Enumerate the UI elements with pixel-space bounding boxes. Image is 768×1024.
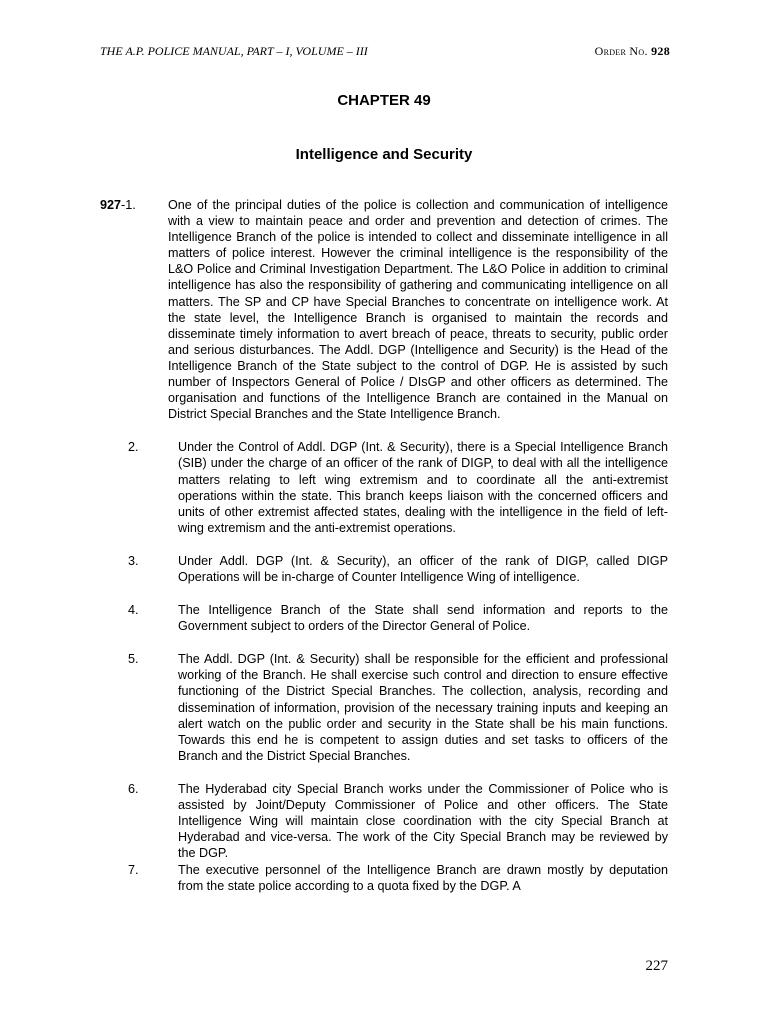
paragraph-5 bbox=[100, 651, 668, 764]
paragraph-6 bbox=[100, 781, 668, 861]
chapter-body bbox=[100, 197, 668, 912]
paragraph-text: The Intelligence Branch of the State shall send information and reports to the Government subject to orders of the Director General of Police. bbox=[178, 603, 668, 634]
order-value: 928 bbox=[651, 44, 670, 58]
order-para-number: 927 bbox=[100, 198, 122, 212]
paragraph-number: 7. bbox=[128, 863, 139, 878]
paragraph-number: 4. bbox=[128, 603, 139, 618]
paragraph-3 bbox=[100, 553, 668, 585]
chapter-title: CHAPTER 49 bbox=[337, 92, 431, 109]
paragraph-text: The Addl. DGP (Int. & Security) shall be responsible for the efficient and professional working of the Branch. He shall exercise such control and direction to ensure effective functioning of the District Special Branches. The collection, analysis, recording and dissemination of information, provision of the necessary training inputs and keeping an alert watch on the public order and security in the State shall be his main functions. Towards this end he is competent to assign duties and set tasks to officers of the Branch and the District Special Branches. bbox=[178, 652, 668, 763]
sub-para-number: -1. bbox=[121, 198, 136, 212]
paragraph-text: The Hyderabad city Special Branch works under the Commissioner of Police who is assisted by Joint/Deputy Commissioner of Police and other officers. The State Intelligence Wing will maintain close coordination with the city Special Branch at Hyderabad and vice-versa. The work of the City Special Branch may be reviewed by the DGP. bbox=[178, 781, 668, 861]
paragraph-927-1 bbox=[100, 197, 668, 422]
paragraph-number bbox=[100, 197, 168, 422]
paragraph-text: One of the principal duties of the police is collection and communication of intelligence with a view to maintain peace and order and prevention and detection of crimes. The Intelligence Branch of the police is intended to collect and disseminate intelligence in all matters of police interest. However the criminal intelligence is the responsibility of the L&O Police and Criminal Investigation Department. The L&O Police in addition to criminal intelligence has also the responsibility of gathering and communicating intelligence on all matters. The SP and CP have Special Branches to concentrate on intelligence work. At the state level, the Intelligence Branch is organised to maintain the records and disseminate timely information to avert breach of peace, threats to security, public order and serious disturbances. The Addl. DGP (Intelligence and Security) is the Head of the Intelligence Branch of the State subject to the control of DGP. He is assisted by such number of Inspectors General of Police / DIsGP and other officers as determined. The organisation and functions of the Intelligence Branch are contained in the Manual on District Special Branches and the State Intelligence Branch. bbox=[168, 198, 668, 422]
paragraph-7 bbox=[100, 862, 668, 894]
paragraph-text: Under Addl. DGP (Int. & Security), an officer of the rank of DIGP, called DIGP Operations will be in-charge of Counter Intelligence Wing of intelligence. bbox=[178, 553, 668, 584]
paragraph-number: 2. bbox=[128, 440, 139, 455]
paragraph-text: Under the Control of Addl. DGP (Int. & Security), there is a Special Intelligence Branch (SIB) under the charge of an officer of the rank of DIGP, to deal with all the intelligence matters relating to left wing extremism and to coordinate all the anti-extremist operations within the state. This branch keeps liaison with the concerned officers and units of other extremist affected states, dealing with the intelligence in the field of left-wing extremism and the anti-extremist operations. bbox=[178, 440, 668, 535]
order-label: Order No. bbox=[594, 44, 648, 58]
paragraph-text: The executive personnel of the Intelligence Branch are drawn mostly by deputation from the state police according to a quota fixed by the DGP. A bbox=[178, 863, 668, 894]
paragraph-number: 3. bbox=[128, 553, 139, 568]
paragraph-2 bbox=[100, 439, 668, 536]
manual-title: THE A.P. POLICE MANUAL, PART – I, VOLUME – III bbox=[100, 44, 368, 58]
paragraph-number: 6. bbox=[128, 781, 139, 796]
page-number: 227 bbox=[645, 958, 668, 974]
order-number bbox=[595, 44, 670, 59]
paragraph-number: 5. bbox=[128, 652, 139, 667]
running-header bbox=[100, 44, 670, 59]
paragraph-4 bbox=[100, 602, 668, 634]
chapter-subtitle: Intelligence and Security bbox=[295, 146, 473, 163]
